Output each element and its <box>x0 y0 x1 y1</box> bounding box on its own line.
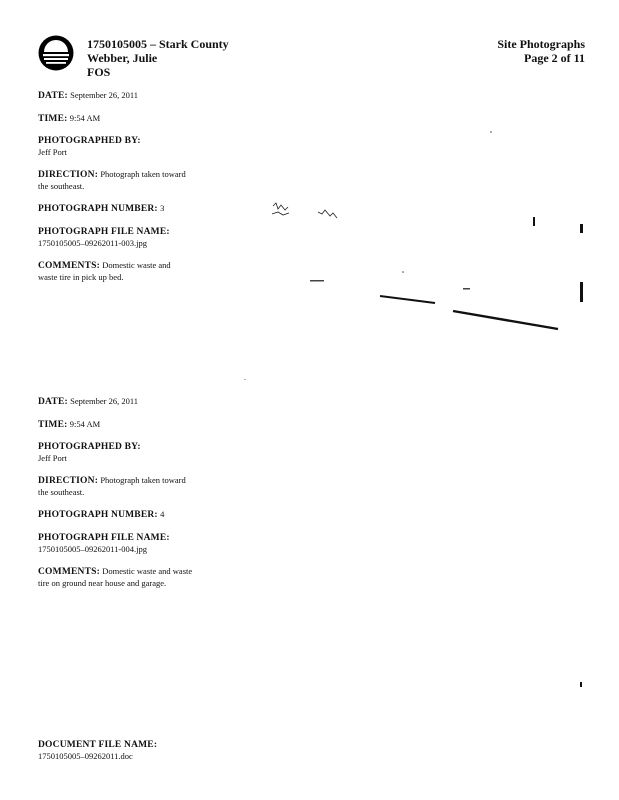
direction-field: DIRECTION: Photograph taken toward the southeast. <box>38 169 186 191</box>
photo-number-field: PHOTOGRAPH NUMBER: 3 <box>38 203 165 214</box>
document-file-label: DOCUMENT FILE NAME: <box>38 740 158 750</box>
photo-record-3 <box>38 90 198 283</box>
header-section-title: Site Photographs <box>497 37 585 51</box>
comments-field: COMMENTS: Domestic waste and waste tire in pick up bed. <box>38 260 171 282</box>
document-file-name: 1750105005–09262011.doc <box>38 751 133 761</box>
date-field: DATE: September 26, 2011 <box>38 90 139 101</box>
document-footer <box>38 740 238 762</box>
site-photograph-3 <box>240 120 590 380</box>
date-field: DATE: September 26, 2011 <box>38 396 139 407</box>
photo-file-field: PHOTOGRAPH FILE NAME: 1750105005–09262011-004.jpg <box>38 533 170 554</box>
photo-number-field: PHOTOGRAPH NUMBER: 4 <box>38 509 165 520</box>
photo-file-field: PHOTOGRAPH FILE NAME: 1750105005–09262011-003.jpg <box>38 227 170 248</box>
header-name: Webber, Julie <box>87 51 158 65</box>
photographer-field: PHOTOGRAPHED BY: Jeff Port <box>38 442 141 463</box>
time-field: TIME: 9:54 AM <box>38 113 101 124</box>
header-right <box>497 37 585 65</box>
photo-artifacts <box>240 400 590 700</box>
header-page-number: Page 2 of 11 <box>524 51 585 65</box>
site-photograph-4 <box>240 400 590 700</box>
photographer-field: PHOTOGRAPHED BY: Jeff Port <box>38 136 141 157</box>
direction-field: DIRECTION: Photograph taken toward the southeast. <box>38 475 186 497</box>
photo-artifacts <box>240 120 590 380</box>
document-header <box>87 37 229 79</box>
agency-logo-icon <box>38 35 74 71</box>
time-field: TIME: 9:54 AM <box>38 419 101 430</box>
header-office: FOS <box>87 65 111 79</box>
comments-field: COMMENTS: Domestic waste and waste tire on ground near house and garage. <box>38 566 193 588</box>
header-site-id: 1750105005 – Stark County <box>87 37 229 51</box>
photo-record-4 <box>38 396 198 589</box>
